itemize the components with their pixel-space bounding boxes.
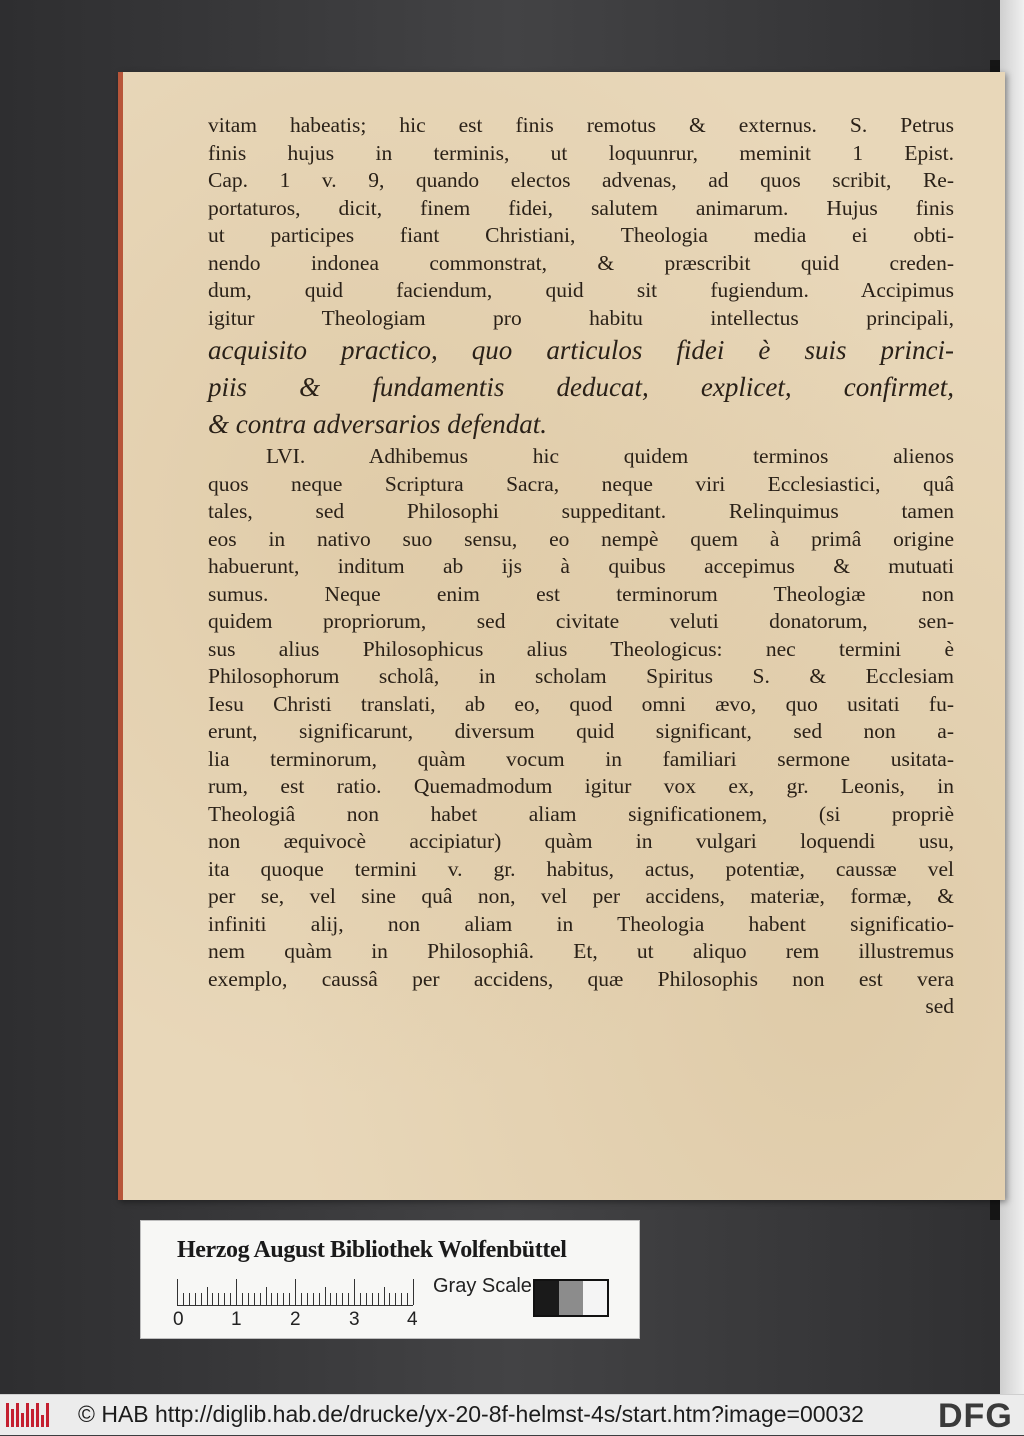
- ruler-tick: [348, 1293, 349, 1305]
- ruler-tick: [289, 1293, 290, 1305]
- text-line: rum, est ratio. Quemadmodum igitur vox ex, gr. Leonis, in: [208, 774, 954, 798]
- text-line: igitur Theologiam pro habitu intellectus principali,: [208, 305, 954, 330]
- text-line: portaturos, dicit, finem fidei, salutem animarum. Hujus finis: [208, 195, 954, 220]
- ruler-tick: [283, 1293, 284, 1305]
- ruler-tick: [236, 1279, 237, 1305]
- ruler-tick: [260, 1293, 261, 1305]
- text-line: sumus. Neque enim est terminorum Theologiæ non: [208, 581, 954, 606]
- text-line: ut participes fiant Christiani, Theologia media ei obti-: [208, 223, 954, 247]
- ruler-tick: [366, 1293, 367, 1305]
- text-line: finis hujus in terminis, ut loquunrur, meminit 1 Epist.: [208, 140, 954, 165]
- ruler-tick: [254, 1293, 255, 1305]
- ruler-tick: [195, 1293, 196, 1305]
- ruler-tick: [336, 1293, 337, 1305]
- ruler-number: 4: [407, 1309, 418, 1330]
- text-line: Iesu Christi translati, ab eo, quod omni ævo, quo usitati fu-: [208, 691, 954, 716]
- ruler-tick: [189, 1293, 190, 1305]
- ruler-tick: [342, 1293, 343, 1305]
- ruler-tick: [207, 1287, 208, 1305]
- centimeter-ruler: [177, 1279, 413, 1306]
- scale-card: [140, 1220, 640, 1339]
- text-line: dum, quid faciendum, quid sit fugiendum. Accipimus: [208, 278, 954, 302]
- catchword: sed: [925, 994, 954, 1018]
- ruler-tick: [266, 1287, 267, 1305]
- hab-logo-icon: [6, 1403, 50, 1427]
- text-line: erunt, significarunt, diversum quid significant, sed non a-: [208, 719, 954, 743]
- text-line: Philosophorum scholâ, in scholam Spiritus S. & Ecclesiam: [208, 664, 954, 688]
- text-line: habuerunt, inditum ab ijs à quibus accepimus & mutuati: [208, 554, 954, 578]
- gray-swatch-mid: [559, 1281, 583, 1315]
- ruler-number: 2: [290, 1309, 301, 1330]
- ruler-tick: [271, 1293, 272, 1305]
- text-line: Theologiâ non habet aliam significationem, (si propriè: [208, 801, 954, 826]
- ruler-tick: [319, 1293, 320, 1305]
- text-line: non æquivocè accipiatur) quàm in vulgari loquendi usu,: [208, 829, 954, 853]
- gray-swatch-black: [535, 1281, 559, 1315]
- ruler-tick: [401, 1293, 402, 1305]
- ruler-tick: [325, 1287, 326, 1305]
- ruler-tick: [395, 1293, 396, 1305]
- ruler-tick: [389, 1293, 390, 1305]
- text-line: infiniti alij, non aliam in Theologia habent significatio-: [208, 911, 954, 936]
- ruler-tick: [301, 1293, 302, 1305]
- ruler-tick: [313, 1293, 314, 1305]
- copyright-url: © HAB http://diglib.hab.de/drucke/yx-20-8f-helmst-4s/start.htm?image=00032: [78, 1401, 864, 1427]
- text-line: per se, vel sine quâ non, vel per accidens, materiæ, formæ, &: [208, 884, 954, 908]
- ruler-tick: [413, 1279, 414, 1305]
- gray-scale-label: Gray Scale: [433, 1275, 532, 1297]
- ruler-tick: [330, 1293, 331, 1305]
- text-line: tales, sed Philosophi suppeditant. Relinquimus tamen: [208, 499, 954, 523]
- ruler-tick: [295, 1279, 296, 1305]
- ruler-tick: [384, 1287, 385, 1305]
- text-line: eos in nativo suo sensu, eo nempè quem à primâ origine: [208, 526, 954, 551]
- ruler-tick: [248, 1293, 249, 1305]
- text-line: vitam habeatis; hic est finis remotus & externus. S. Petrus: [208, 113, 954, 137]
- ruler-tick: [407, 1293, 408, 1305]
- text-line: Cap. 1 v. 9, quando electos advenas, ad quos scribit, Re-: [208, 168, 954, 192]
- text-line-definition: acquisito practico, quo articulos fidei è suis princi-: [208, 335, 954, 365]
- ruler-tick: [224, 1293, 225, 1305]
- ruler-number: 3: [349, 1309, 360, 1330]
- text-line: exemplo, caussâ per accidens, quæ Philosophis non est vera: [208, 966, 954, 991]
- ruler-number: 1: [231, 1309, 242, 1330]
- ruler-tick: [354, 1279, 355, 1305]
- text-line: nem quàm in Philosophiâ. Et, ut aliquo rem illustremus: [208, 939, 954, 963]
- ruler-tick: [277, 1293, 278, 1305]
- library-name: Herzog August Bibliothek Wolfenbüttel: [177, 1237, 567, 1263]
- dfg-logo-icon: DFG: [938, 1397, 1013, 1435]
- text-line: ita quoque termini v. gr. habitus, actus, potentiæ, caussæ vel: [208, 856, 954, 881]
- ruler-tick: [183, 1293, 184, 1305]
- gray-scale-swatches: [533, 1279, 609, 1317]
- ruler-tick: [177, 1279, 178, 1305]
- ruler-tick: [242, 1293, 243, 1305]
- text-line-definition: piis & fundamentis deducat, explicet, confirmet,: [208, 372, 954, 402]
- ruler-tick: [212, 1293, 213, 1305]
- ruler-tick: [360, 1293, 361, 1305]
- ruler-tick: [201, 1293, 202, 1305]
- text-line: quidem propriorum, sed civitate veluti donatorum, sen-: [208, 609, 954, 633]
- footer-bar: [0, 1394, 1024, 1435]
- section-heading-line: LVI. Adhibemus hic quidem terminos alienos: [266, 444, 954, 468]
- gray-swatch-white: [583, 1281, 607, 1315]
- text-line: lia terminorum, quàm vocum in familiari sermone usitata-: [208, 746, 954, 771]
- text-line-definition: & contra adversarios defendat.: [208, 409, 547, 439]
- ruler-tick: [307, 1293, 308, 1305]
- ruler-tick: [378, 1293, 379, 1305]
- ruler-tick: [372, 1293, 373, 1305]
- ruler-number: 0: [173, 1309, 184, 1330]
- text-line: nendo indonea commonstrat, & præscribit quid creden-: [208, 250, 954, 275]
- text-line: quos neque Scriptura Sacra, neque viri Ecclesiastici, quâ: [208, 471, 954, 496]
- page-text: [208, 112, 954, 1021]
- ruler-tick: [218, 1293, 219, 1305]
- text-line: sus alius Philosophicus alius Theologicus: nec termini è: [208, 636, 954, 661]
- ruler-tick: [230, 1293, 231, 1305]
